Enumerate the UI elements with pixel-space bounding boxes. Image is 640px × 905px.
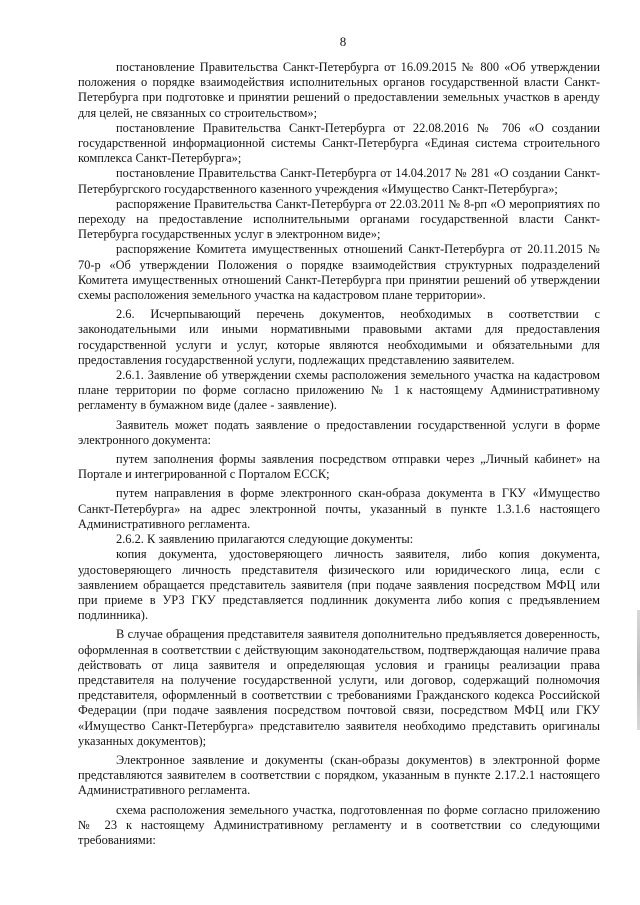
paragraph-scan-email: путем направления в форме электронного скан-образа документа в ГКУ «Имущество Санкт-Петербурга» на адрес электронной почты, указанный в пункте 1.3.1.6 настоящего Административного регламента. xyxy=(78,486,600,531)
paragraph-order-70-r: распоряжение Комитета имущественных отношений Санкт-Петербурга от 20.11.2015 № 70-р «Об утверждении Положения о порядке взаимодействия структурных подразделений Комитета имущественных отношений Санкт-Петербурга при принятии решений об утверждении схемы расположения земельного участка на кадастровом плане территории». xyxy=(78,242,600,303)
paragraph-identity-copy: копия документа, удостоверяющего личность заявителя, либо копия документа, удостоверяющего личность представителя физического или юридического лица, если с заявлением обращается представитель заявителя (при подаче заявления посредством МФЦ или при приеме в УРЗ ГКУ представляется подлинник документа либо копия с предъявлением подлинника). xyxy=(78,547,600,623)
paragraph-resolution-800: постановление Правительства Санкт-Петербурга от 16.09.2015 № 800 «Об утверждении положения о порядке взаимодействия исполнительных органов государственной власти Санкт-Петербурга при подготовке и принятии решений о предоставлении земельных участков в аренду для целей, не связанных со строительством»; xyxy=(78,60,600,120)
paragraph-site-scheme: схема расположения земельного участка, подготовленная по форме согласно приложению № 23 к настоящему Административному регламенту и в соответствии со следующими требованиями: xyxy=(78,802,600,847)
paragraph-resolution-706: постановление Правительства Санкт-Петербурга от 22.08.2016 № 706 «О создании государственной информационной системы Санкт-Петербурга «Единая система строительного комплекса Санкт-Петербурга»; xyxy=(78,120,600,166)
paragraph-personal-cabinet: путем заполнения формы заявления посредством отправки через „Личный кабинет» на Портале и интегрированной с Порталом ЕССК; xyxy=(78,452,600,482)
paragraph-power-of-attorney: В случае обращения представителя заявителя дополнительно предъявляется доверенность, оформленная в соответствии с действующим законодательством, подтверждающая наличие права действовать от лица заявителя и определяющая условия и границы реализации права представителя на получение государственной услуги, или договор, содержащий полномочия представителя, оформленный в соответствии с требованиями Гражданского кодекса Российской Федерации (при подаче заявления посредством почтовой связи, посредством МФЦ или ГКУ «Имущество Санкт-Петербурга» представителю заявителя необходимо представить оригиналы указанных документов); xyxy=(78,627,600,748)
page-number: 8 xyxy=(339,34,347,49)
paragraph-resolution-281: постановление Правительства Санкт-Петербурга от 14.04.2017 № 281 «О создании Санкт-Петербургского государственного казенного учреждения «Имущество Санкт-Петербурга»; xyxy=(78,166,600,196)
paragraph-electronic-submission: Заявитель может подать заявление о предоставлении государственной услуги в форме электронного документа: xyxy=(78,417,600,447)
paragraph-section-2-6-2: 2.6.2. К заявлению прилагаются следующие документы: xyxy=(116,532,414,547)
paragraph-section-2-6-1: 2.6.1. Заявление об утверждении схемы расположения земельного участка на кадастровом плане территории по форме согласно приложению № 1 к настоящему Административному регламенту в бумажном виде (далее - заявление). xyxy=(78,368,600,413)
paragraph-electronic-documents: Электронное заявление и документы (скан-образы документов) в электронной форме представляются заявителем в соответствии с порядком, указанным в пункте 2.17.2.1 настоящего Административного регламента. xyxy=(78,752,600,798)
paragraph-order-8-rp: распоряжение Правительства Санкт-Петербурга от 22.03.2011 № 8-рп «О мероприятиях по переходу на предоставление исполнительными органами государственной власти Санкт-Петербурга государственных услуг в электронном виде»; xyxy=(78,196,600,242)
paragraph-section-2-6: 2.6. Исчерпывающий перечень документов, необходимых в соответствии с законодательными или иными нормативными правовыми актами для предоставления государственной услуги и услуг, которые являются необходимыми и обязательными для предоставления государственной услуги, подлежащих представлению заявителем. xyxy=(78,307,600,367)
